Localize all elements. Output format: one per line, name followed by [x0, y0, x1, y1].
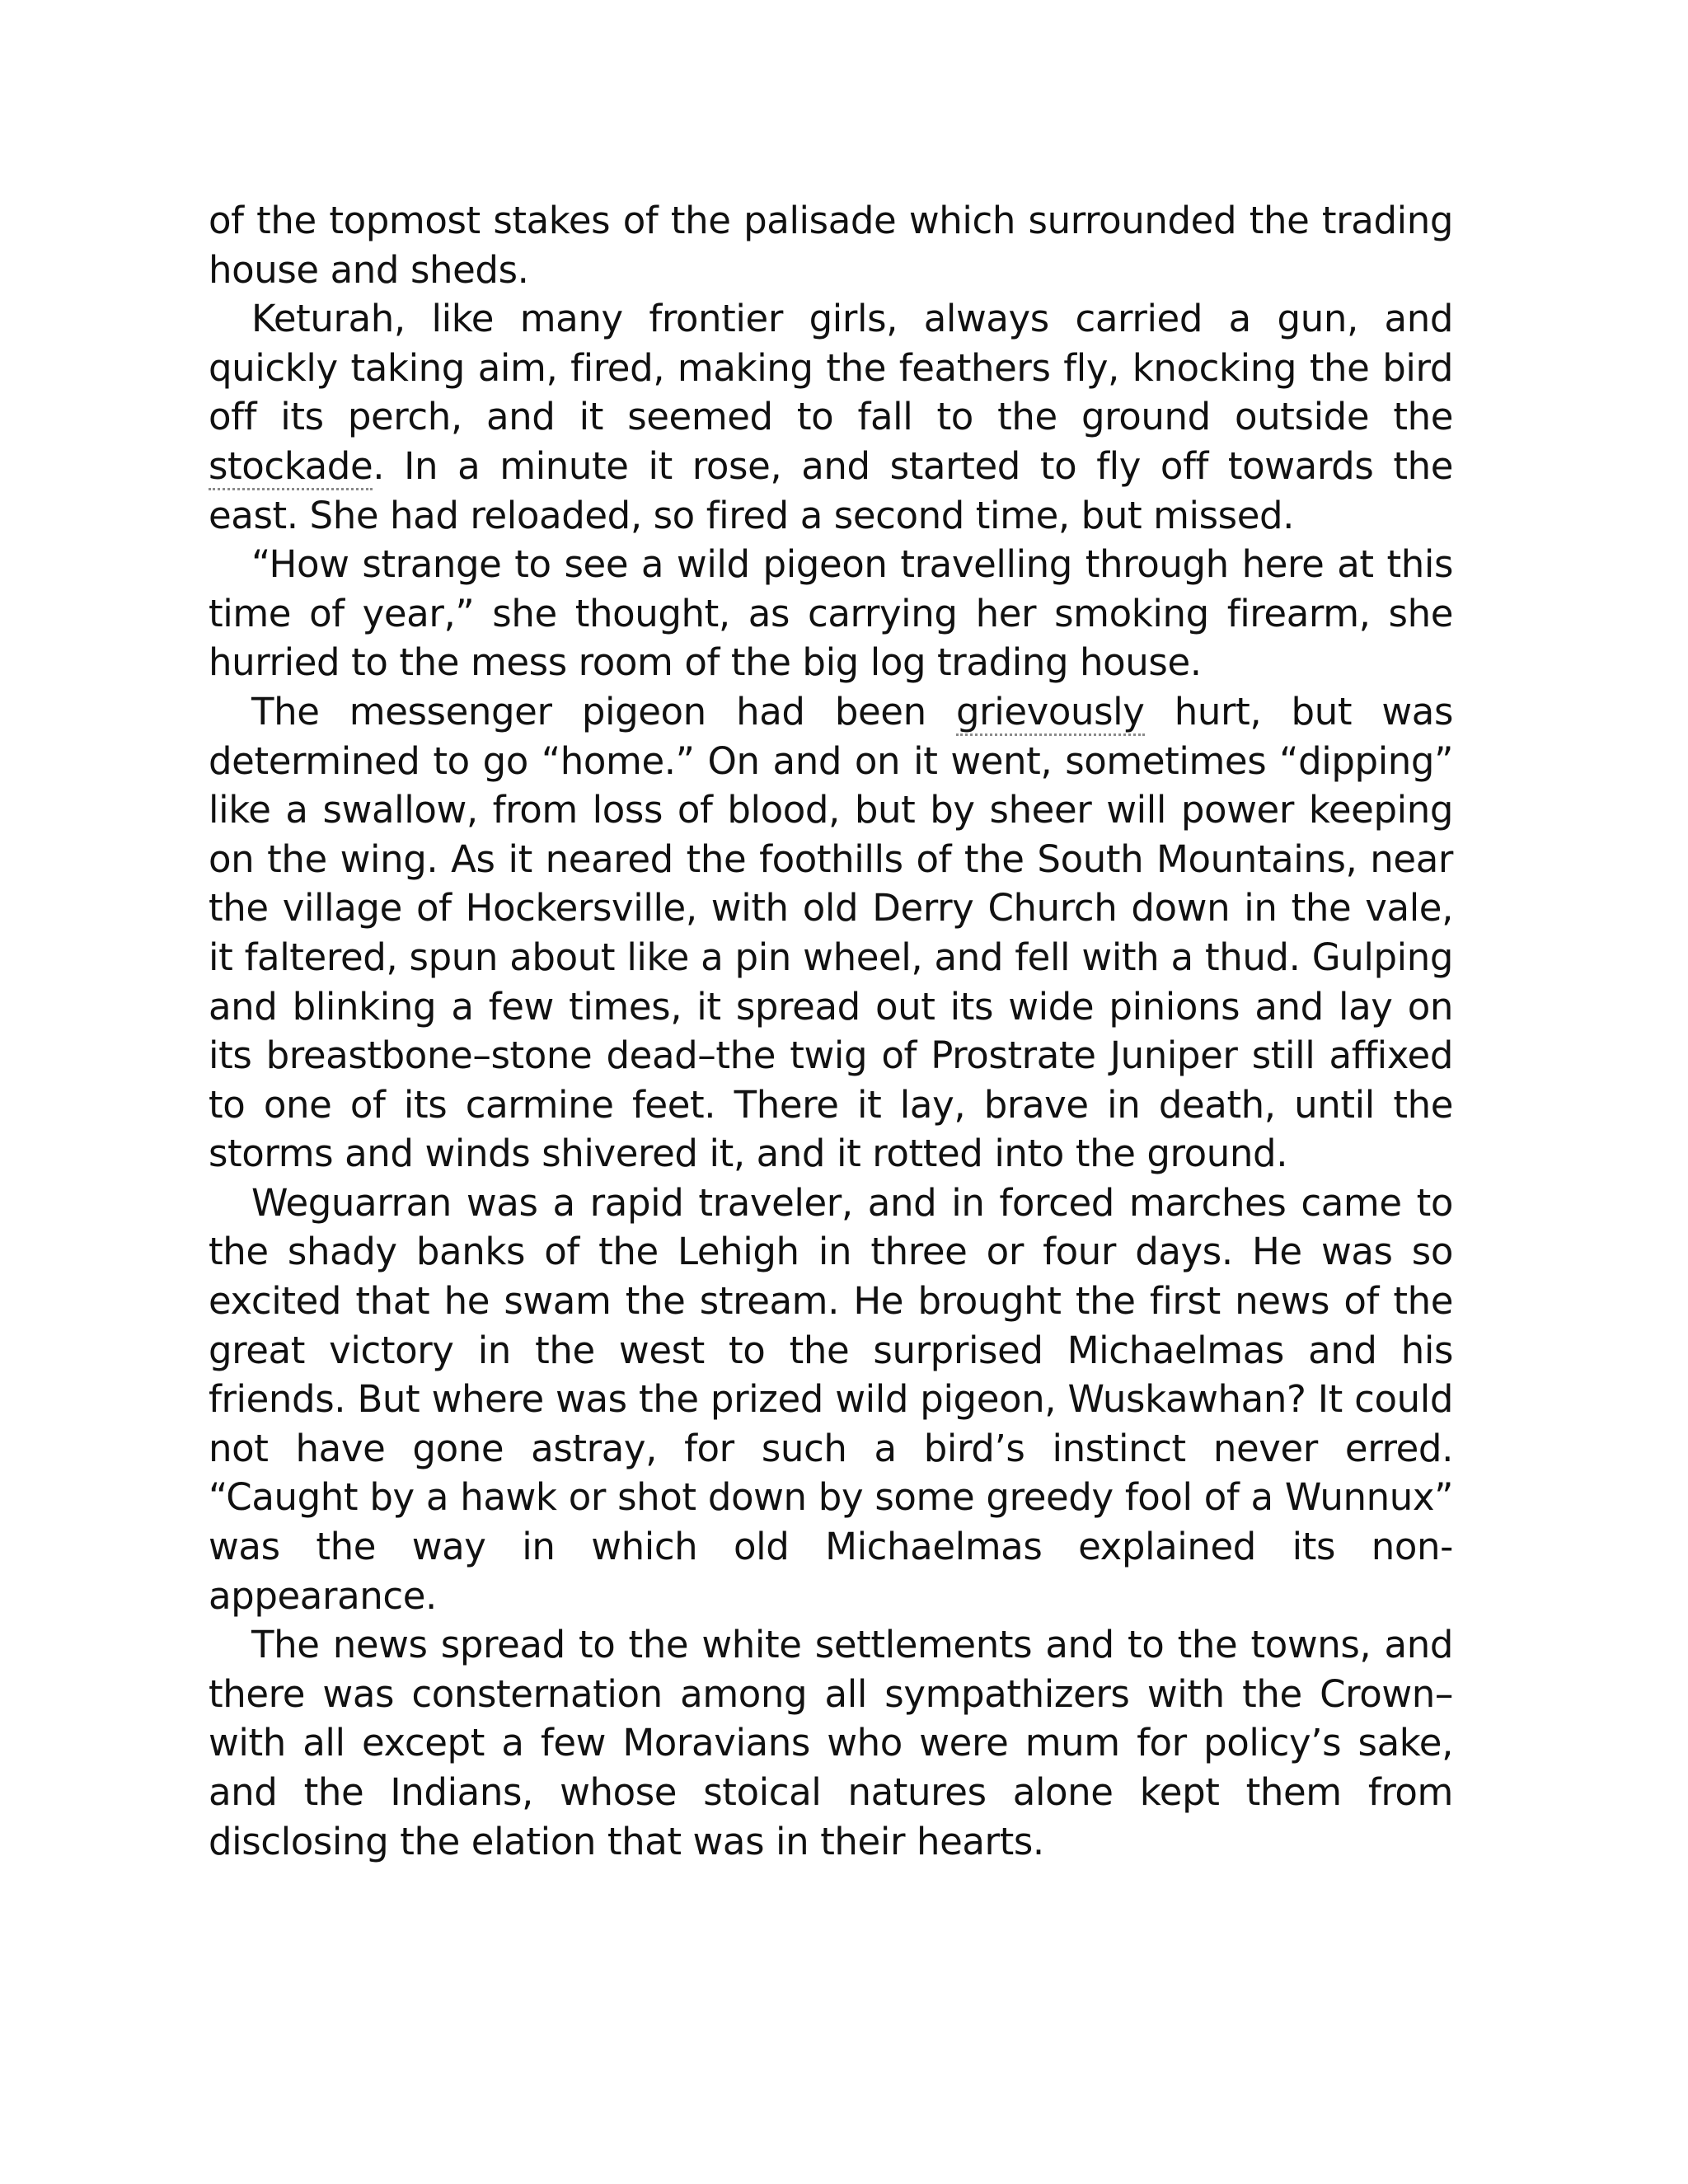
paragraph-text: Weguarran was a rapid traveler, and in forced marches came to the shady banks of the Lehigh in three or four days. He was so excited that he swam the stream. He brought the first news of the great victory in the west to the surprised Michaelmas and his friends. But where was the prized wild pigeon, Wuskawhan? It could not have gone astray, for such a bird’s instinct never erred. “Caught by a hawk or shot down by some greedy fool of a Wunnux” was the way in which old Michaelmas explained its non-appearance. — [209, 1180, 1453, 1618]
paragraph-text: of the topmost stakes of the palisade which surrounded the trading house and sheds. — [209, 199, 1453, 292]
paragraph-3 — [209, 540, 1453, 687]
document-page — [209, 196, 1453, 1866]
glossary-link-stockade[interactable]: stockade — [209, 444, 373, 490]
paragraph-5 — [209, 1179, 1453, 1620]
paragraph-text: The messenger pigeon had been — [251, 689, 956, 733]
paragraph-text: The news spread to the white settlements and to the towns, and there was consternation among all sympathizers with the Crown–with all except a few Moravians who were mum for policy’s sake, and the Indians, whose stoical natures alone kept them from disclosing the elation that was in their hearts. — [209, 1623, 1453, 1863]
paragraph-text: Keturah, like many frontier girls, always carried a gun, and quickly taking aim, fired, making the feathers fly, knocking the bird off its perch, and it seemed to fall to the ground outside the — [209, 297, 1453, 439]
paragraph-text: . In a minute it rose, and started to fly off towards the east. She had reloaded, so fired a second time, but missed. — [209, 443, 1453, 537]
paragraph-6 — [209, 1620, 1453, 1866]
paragraph-4 — [209, 687, 1453, 1179]
paragraph-1 — [209, 196, 1453, 294]
paragraph-text: “How strange to see a wild pigeon travelling through here at this time of year,” she thought, as carrying her smoking firearm, she hurried to the mess room of the big log trading house. — [209, 542, 1453, 685]
glossary-link-grievously[interactable]: grievously — [956, 690, 1145, 736]
paragraph-text: hurt, but was determined to go “home.” On and on it went, sometimes “dipping” like a swallow, from loss of blood, but by sheer will power keeping on the wing. As it neared the foothills of the South Mountains, near the village of Hockersville, with old Derry Church down in the vale, it faltered, spun about like a pin wheel, and fell with a thud. Gulping and blinking a few times, it spread out its wide pinions and lay on its breastbone–stone dead–the twig of Prostrate Juniper still affixed to one of its carmine feet. There it lay, brave in death, until the storms and winds shivered it, and it rotted into the ground. — [209, 689, 1453, 1176]
paragraph-2 — [209, 294, 1453, 540]
